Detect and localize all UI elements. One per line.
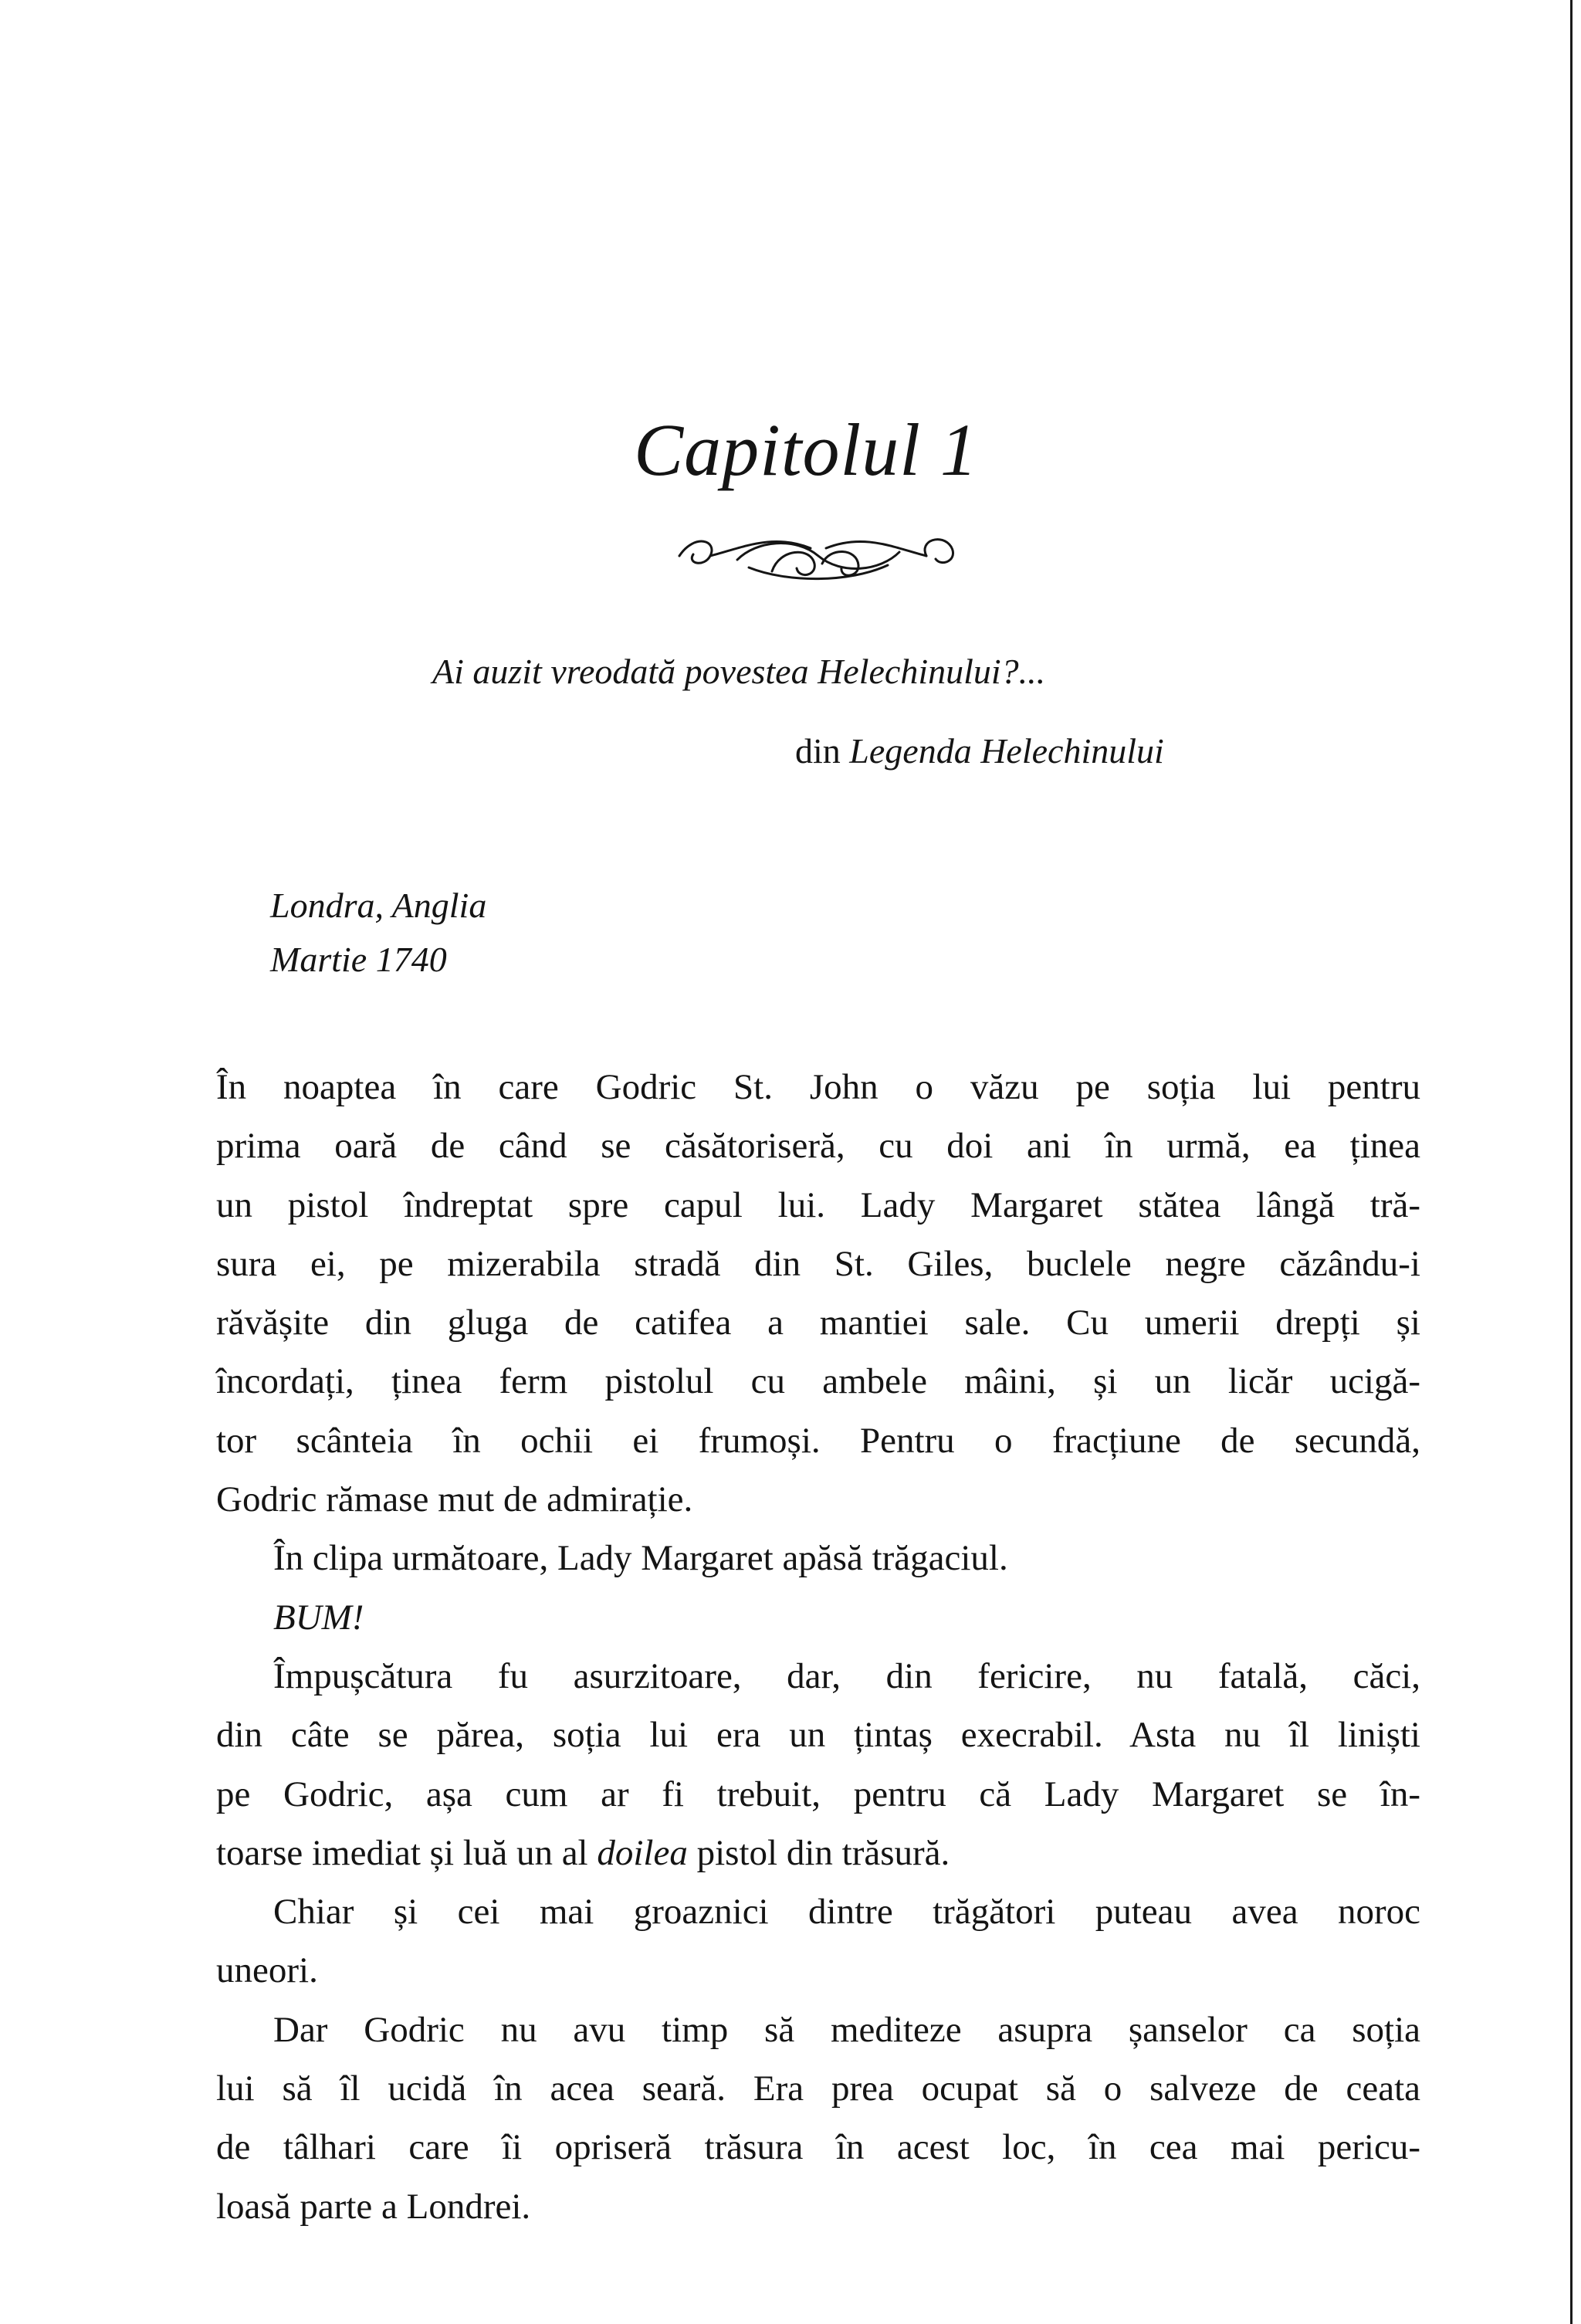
body-line-emphasis: doilea: [597, 1832, 688, 1873]
body-line: lui să îl ucidă în acea seară. Era prea ocupat să o salveze de ceata: [216, 2068, 1420, 2109]
body-line: loasă parte a Londrei.: [216, 2186, 531, 2227]
body-line: din câte se părea, soția lui era un țintaș execrabil. Asta nu îl liniști: [216, 1715, 1420, 1756]
body-line: Împușcătura fu asurzitoare, dar, din fericire, nu fatală, căci,: [273, 1655, 1420, 1696]
epigraph-quote: Ai auzit vreodată povestea Helechinului?...: [432, 652, 1046, 691]
body-line: BUM!: [273, 1597, 364, 1638]
body-line: [216, 1824, 1420, 1882]
setting-place: Londra, Anglia: [270, 886, 487, 925]
body-line: încordați, ținea ferm pistolul cu ambele mâini, și un licăr ucigă-: [216, 1361, 1420, 1402]
epigraph-source-prefix: din: [795, 731, 850, 771]
body-line: prima oară de când se căsătoriseră, cu doi ani în urmă, ea ținea: [216, 1126, 1420, 1167]
body-line: sura ei, pe mizerabila stradă din St. Giles, buclele negre căzându-i: [216, 1243, 1420, 1284]
body-line-text: pistol din trăsură.: [687, 1832, 950, 1873]
body-line: răvășite din gluga de catifea a mantiei sale. Cu umerii drepți și: [216, 1303, 1420, 1343]
body-line: un pistol îndreptat spre capul lui. Lady Margaret stătea lângă tră-: [216, 1184, 1420, 1225]
body-line: Godric rămase mut de admirație.: [216, 1479, 693, 1520]
body-line: uneori.: [216, 1950, 318, 1991]
chapter-body-text: [216, 1058, 1420, 2236]
chapter-title: Capitolul 1: [634, 408, 978, 491]
body-line: Chiar și cei mai groaznici dintre trăgători puteau avea noroc: [273, 1892, 1420, 1933]
body-line: de tâlhari care îi opriseră trăsura în acest loc, în cea mai pericu-: [216, 2127, 1420, 2168]
body-line: Dar Godric nu avu timp să mediteze asupra șanselor ca soția: [273, 2009, 1420, 2050]
page-edge-rule: [1570, 0, 1573, 2324]
body-line: pe Godric, așa cum ar fi trebuit, pentru că Lady Margaret se în-: [216, 1773, 1420, 1814]
body-line: În noaptea în care Godric St. John o văzu pe soția lui pentru: [216, 1067, 1420, 1107]
setting-date: Martie 1740: [270, 940, 447, 979]
body-line-text: toarse imediat și luă un al: [216, 1832, 598, 1873]
epigraph-source-title: Legenda Helechinului: [849, 731, 1164, 771]
body-line: tor scânteia în ochii ei frumoși. Pentru o fracțiune de secundă,: [216, 1420, 1420, 1461]
flourish-ornament-icon: [664, 525, 973, 587]
epigraph-source: [795, 730, 1164, 772]
body-line: În clipa următoare, Lady Margaret apăsă trăgaciul.: [273, 1538, 1008, 1579]
